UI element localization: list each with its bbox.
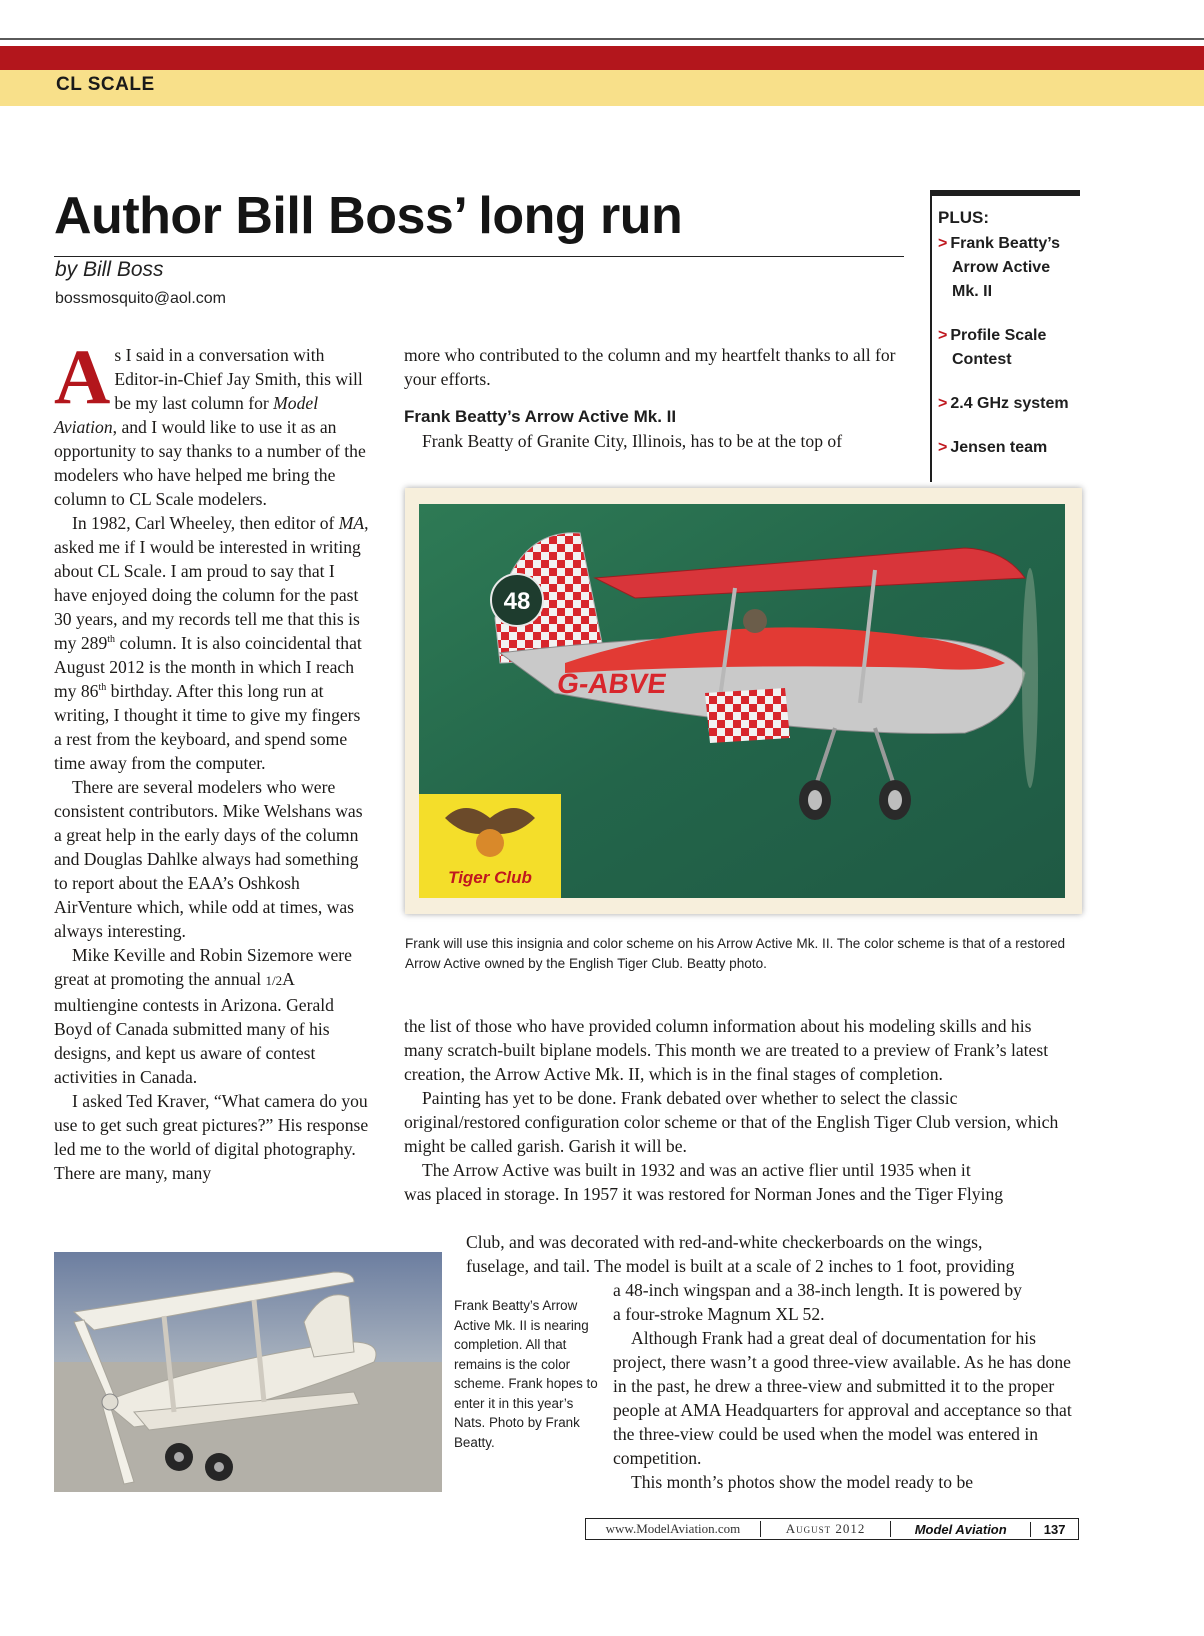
plane-registration: G-ABVE	[555, 668, 669, 699]
arrow-icon: >	[938, 439, 948, 456]
subhead-arrow-active: Frank Beatty’s Arrow Active Mk. II	[404, 407, 677, 426]
photo-arrow-active-green	[405, 488, 1082, 914]
paragraph-1: As I said in a conversation with Editor-in-Chief Jay Smith, this will be my last column for Model Aviation, and I would like to use it as an opportunity to say thanks to a number of the modelers who have helped me bring the column to CL Scale modelers.	[54, 333, 366, 509]
top-rule	[0, 38, 1204, 40]
paragraph-9: Painting has yet to be done. Frank debated over whether to select the classic original/restored configuration color scheme or that of the English Tiger Club version, which might be called garish. Garish it will be.	[404, 1088, 1059, 1156]
plus-item-24ghz: > 2.4 GHz system	[938, 395, 1069, 412]
paragraph-3: There are several modelers who were consistent contributors. Mike Welshans was a great help in the early days of the column and Douglas Dahlke always had something to report about the EAA’s Oshkosh AirVenture which, while odd at times, was always interesting.	[54, 777, 363, 941]
paragraph-10-line-1: The Arrow Active was built in 1932 and was an active flier until 1935 when it	[422, 1160, 971, 1180]
paragraph-6: more who contributed to the column and my heartfelt thanks to all for your efforts.	[404, 345, 896, 389]
photo-green-illustration	[405, 488, 1082, 914]
header-red-band	[0, 46, 1204, 70]
column-middle-top	[404, 343, 920, 453]
caption-photo-1: Frank will use this insignia and color scheme on his Arrow Active Mk. II. The color scheme is that of a restored Arrow Active owned by the English Tiger Club. Beatty photo.	[405, 936, 1066, 971]
page-number: 137	[1043, 1521, 1066, 1537]
footer-url: www.ModelAviation.com	[586, 1521, 761, 1537]
byline: by Bill Boss	[55, 258, 164, 281]
caption-photo-2: Frank Beatty’s Arrow Active Mk. II is nearing completion. All that remains is the color scheme. Frank hopes to enter it in this year’s Nats. Photo by Frank Beatty.	[454, 1298, 598, 1450]
paragraph-7: Frank Beatty of Granite City, Illinois, has to be at the top of	[422, 431, 843, 451]
paragraph-10-line-4: fuselage, and tail. The model is built at a scale of 2 inches to 1 foot, providing	[466, 1256, 1015, 1276]
page-footer	[585, 1518, 1079, 1540]
paragraph-10-line-5: a 48-inch wingspan and a 38-inch length. It is powered by	[613, 1280, 1022, 1300]
paragraph-10-line-2: was placed in storage. In 1957 it was restored for Norman Jones and the Tiger Flying	[404, 1184, 1004, 1204]
plus-item-profile-scale: > Profile Scale Contest	[938, 327, 1047, 368]
photo-unpainted-illustration	[54, 1252, 442, 1492]
plus-item-jensen: > Jensen team	[938, 439, 1048, 456]
header-yellow-band	[0, 70, 1204, 106]
author-email: bossmosquito@aol.com	[55, 290, 226, 307]
plus-heading: PLUS:	[938, 208, 989, 227]
paragraph-8: the list of those who have provided column information about his modeling skills and his many scratch-built biplane models. This month we are treated to a preview of Frank’s latest creation, the Arrow Active Mk. II, which is in the final stages of completion.	[404, 1016, 1049, 1084]
arrow-icon: >	[938, 327, 948, 344]
plane-number: 48	[503, 588, 531, 615]
insignia-text: Tiger Club	[448, 868, 532, 887]
column-right-lower	[613, 1326, 1081, 1494]
paragraph-4: Mike Keville and Robin Sizemore were great at promoting the annual 1/2A multiengine contests in Arizona. Gerald Boyd of Canada submitted many of his designs, and kept us aware of contest activities in Canada.	[54, 945, 352, 1087]
photo-arrow-active-unpainted	[54, 1252, 442, 1492]
paragraph-10-line-3: Club, and was decorated with red-and-white checkerboards on the wings,	[466, 1232, 983, 1252]
paragraph-2: In 1982, Carl Wheeley, then editor of MA, asked me if I would be interested in writing about CL Scale. I am proud to say that I have enjoyed doing the column for the past 30 years, and my records tell me that this is my 289th column. It is also coincidental that August 2012 is the month in which I reach my 86th birthday. After this long run at writing, I thought it time to give my fingers a rest from the keyboard, and spend some time away from the computer.	[54, 513, 369, 773]
section-label: CL SCALE	[56, 74, 155, 95]
footer-date: August 2012	[761, 1521, 891, 1537]
column-left	[54, 333, 372, 1185]
drop-cap: A	[54, 333, 111, 420]
paragraph-10-line-6: a four-stroke Magnum XL 52.	[613, 1304, 825, 1324]
arrow-icon: >	[938, 235, 948, 252]
paragraph-5: I asked Ted Kraver, “What camera do you use to get such great pictures?” His response led me to the world of digital photography. There are many, many	[54, 1091, 369, 1183]
plus-item-arrow-active: > Frank Beatty’s Arrow Active Mk. II	[938, 235, 1061, 300]
paragraph-11: Although Frank had a great deal of documentation for his project, there wasn’t a good three-view available. As he has done in the past, he drew a three-view and submitted it to the proper people at AMA Headquarters for approval and acceptance so that the three-view could be used when the model was entered in competition.	[613, 1328, 1072, 1468]
paragraph-12: This month’s photos show the model ready to be	[631, 1472, 974, 1492]
footer-magazine: Model Aviation	[891, 1522, 1031, 1537]
arrow-icon: >	[938, 395, 948, 412]
title-rule	[54, 256, 904, 257]
column-middle-lower	[404, 1014, 1068, 1206]
article-title: Author Bill Boss’ long run	[54, 187, 683, 245]
